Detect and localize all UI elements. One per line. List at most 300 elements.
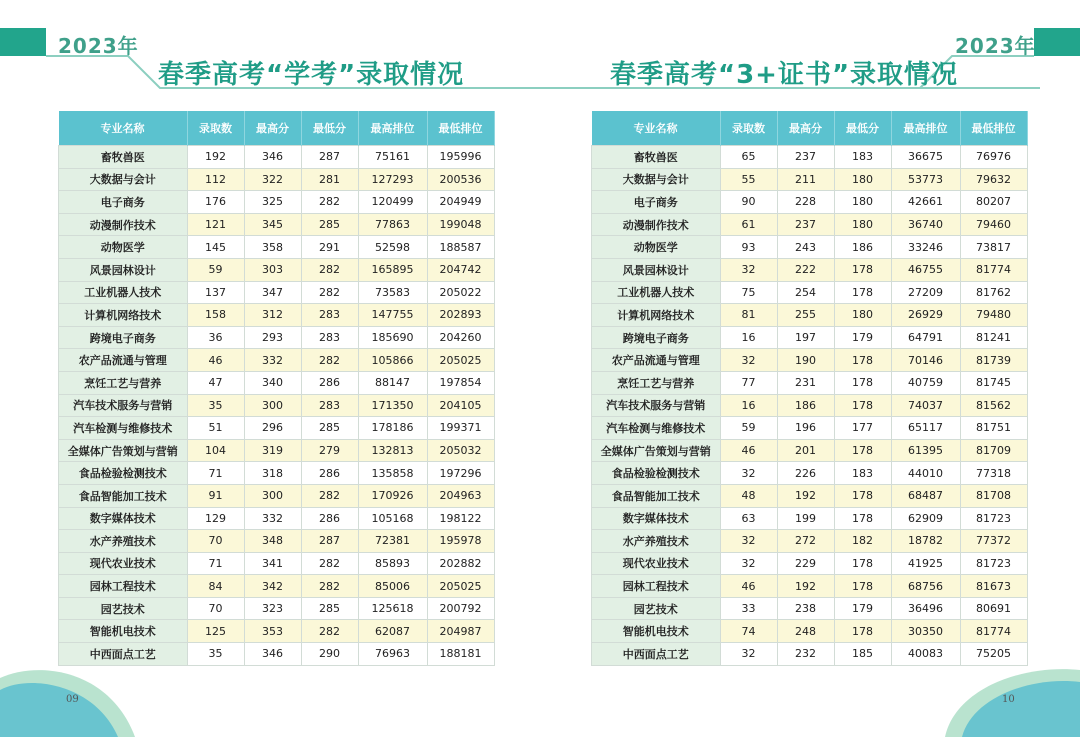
value-cell: 120499 (358, 191, 427, 214)
value-cell: 285 (301, 213, 358, 236)
value-cell: 75 (720, 281, 777, 304)
value-cell: 237 (777, 213, 834, 236)
value-cell: 30350 (891, 620, 960, 643)
value-cell: 81723 (960, 507, 1027, 530)
value-cell: 81774 (960, 258, 1027, 281)
value-cell: 178 (834, 349, 891, 372)
column-header: 最高排位 (891, 111, 960, 146)
value-cell: 84 (187, 575, 244, 598)
major-name-cell: 园艺技术 (592, 597, 721, 620)
value-cell: 195978 (427, 530, 494, 553)
value-cell: 200536 (427, 168, 494, 191)
table-row (59, 349, 495, 372)
value-cell: 180 (834, 304, 891, 327)
left-page-number: 09 (66, 694, 79, 705)
value-cell: 182 (834, 530, 891, 553)
value-cell: 300 (244, 394, 301, 417)
value-cell: 293 (244, 326, 301, 349)
major-name-cell: 动漫制作技术 (59, 213, 188, 236)
major-name-cell: 动物医学 (59, 236, 188, 259)
value-cell: 348 (244, 530, 301, 553)
value-cell: 55 (720, 168, 777, 191)
major-name-cell: 动漫制作技术 (592, 213, 721, 236)
value-cell: 290 (301, 643, 358, 666)
value-cell: 279 (301, 439, 358, 462)
value-cell: 199048 (427, 213, 494, 236)
value-cell: 204949 (427, 191, 494, 214)
value-cell: 238 (777, 597, 834, 620)
value-cell: 65 (720, 146, 777, 169)
value-cell: 26929 (891, 304, 960, 327)
value-cell: 44010 (891, 462, 960, 485)
value-cell: 178 (834, 575, 891, 598)
value-cell: 46 (720, 575, 777, 598)
major-name-cell: 汽车检测与维修技术 (592, 417, 721, 440)
value-cell: 71 (187, 552, 244, 575)
value-cell: 183 (834, 146, 891, 169)
value-cell: 226 (777, 462, 834, 485)
value-cell: 186 (777, 394, 834, 417)
major-name-cell: 动物医学 (592, 236, 721, 259)
major-name-cell: 数字媒体技术 (59, 507, 188, 530)
major-name-cell: 电子商务 (59, 191, 188, 214)
table-row (59, 575, 495, 598)
major-name-cell: 畜牧兽医 (592, 146, 721, 169)
table-row (592, 417, 1028, 440)
xuekao-admission-table (58, 111, 495, 666)
value-cell: 46 (720, 439, 777, 462)
value-cell: 211 (777, 168, 834, 191)
value-cell: 70 (187, 597, 244, 620)
value-cell: 81708 (960, 484, 1027, 507)
value-cell: 283 (301, 394, 358, 417)
value-cell: 16 (720, 394, 777, 417)
value-cell: 93 (720, 236, 777, 259)
value-cell: 32 (720, 530, 777, 553)
value-cell: 16 (720, 326, 777, 349)
major-name-cell: 食品检验检测技术 (59, 462, 188, 485)
value-cell: 204260 (427, 326, 494, 349)
top-right-tab (1034, 28, 1080, 56)
major-name-cell: 智能机电技术 (59, 620, 188, 643)
value-cell: 222 (777, 258, 834, 281)
table-row (59, 439, 495, 462)
table-row (59, 417, 495, 440)
value-cell: 282 (301, 281, 358, 304)
value-cell: 177 (834, 417, 891, 440)
value-cell: 318 (244, 462, 301, 485)
major-name-cell: 智能机电技术 (592, 620, 721, 643)
value-cell: 197296 (427, 462, 494, 485)
value-cell: 81745 (960, 371, 1027, 394)
major-name-cell: 汽车技术服务与营销 (59, 394, 188, 417)
column-header: 录取数 (187, 111, 244, 146)
value-cell: 201 (777, 439, 834, 462)
value-cell: 72381 (358, 530, 427, 553)
value-cell: 199 (777, 507, 834, 530)
value-cell: 53773 (891, 168, 960, 191)
table-row (592, 191, 1028, 214)
major-name-cell: 数字媒体技术 (592, 507, 721, 530)
value-cell: 81739 (960, 349, 1027, 372)
value-cell: 243 (777, 236, 834, 259)
value-cell: 347 (244, 281, 301, 304)
value-cell: 36496 (891, 597, 960, 620)
value-cell: 63 (720, 507, 777, 530)
column-header: 录取数 (720, 111, 777, 146)
value-cell: 180 (834, 191, 891, 214)
value-cell: 283 (301, 326, 358, 349)
value-cell: 178 (834, 439, 891, 462)
value-cell: 178 (834, 258, 891, 281)
major-name-cell: 工业机器人技术 (59, 281, 188, 304)
table-row (592, 552, 1028, 575)
value-cell: 81774 (960, 620, 1027, 643)
value-cell: 80207 (960, 191, 1027, 214)
value-cell: 205032 (427, 439, 494, 462)
value-cell: 179 (834, 326, 891, 349)
value-cell: 33 (720, 597, 777, 620)
value-cell: 197 (777, 326, 834, 349)
major-name-cell: 工业机器人技术 (592, 281, 721, 304)
value-cell: 77863 (358, 213, 427, 236)
value-cell: 46755 (891, 258, 960, 281)
major-name-cell: 农产品流通与管理 (59, 349, 188, 372)
table-row (59, 530, 495, 553)
major-name-cell: 跨境电子商务 (592, 326, 721, 349)
value-cell: 71 (187, 462, 244, 485)
right-year: 2023年 (955, 34, 1036, 58)
table-row (59, 597, 495, 620)
value-cell: 70 (187, 530, 244, 553)
table-row (592, 530, 1028, 553)
table-row (592, 258, 1028, 281)
table-row (592, 304, 1028, 327)
table-row (59, 394, 495, 417)
table-row (59, 643, 495, 666)
value-cell: 204105 (427, 394, 494, 417)
value-cell: 204742 (427, 258, 494, 281)
value-cell: 81562 (960, 394, 1027, 417)
value-cell: 176 (187, 191, 244, 214)
column-header: 最低排位 (960, 111, 1027, 146)
major-name-cell: 计算机网络技术 (592, 304, 721, 327)
value-cell: 32 (720, 462, 777, 485)
value-cell: 185690 (358, 326, 427, 349)
value-cell: 81709 (960, 439, 1027, 462)
value-cell: 76963 (358, 643, 427, 666)
value-cell: 121 (187, 213, 244, 236)
column-header: 最低分 (834, 111, 891, 146)
value-cell: 287 (301, 146, 358, 169)
value-cell: 40759 (891, 371, 960, 394)
value-cell: 178 (834, 484, 891, 507)
major-name-cell: 电子商务 (592, 191, 721, 214)
value-cell: 272 (777, 530, 834, 553)
major-name-cell: 现代农业技术 (59, 552, 188, 575)
major-name-cell: 大数据与会计 (59, 168, 188, 191)
table-row (59, 371, 495, 394)
value-cell: 18782 (891, 530, 960, 553)
value-cell: 178186 (358, 417, 427, 440)
major-name-cell: 中西面点工艺 (592, 643, 721, 666)
value-cell: 282 (301, 191, 358, 214)
value-cell: 125618 (358, 597, 427, 620)
value-cell: 178 (834, 281, 891, 304)
value-cell: 137 (187, 281, 244, 304)
value-cell: 47 (187, 371, 244, 394)
value-cell: 296 (244, 417, 301, 440)
table-row (59, 168, 495, 191)
value-cell: 358 (244, 236, 301, 259)
value-cell: 85006 (358, 575, 427, 598)
value-cell: 79460 (960, 213, 1027, 236)
value-cell: 346 (244, 643, 301, 666)
value-cell: 27209 (891, 281, 960, 304)
table-row (592, 597, 1028, 620)
value-cell: 323 (244, 597, 301, 620)
value-cell: 204987 (427, 620, 494, 643)
value-cell: 88147 (358, 371, 427, 394)
table-row (592, 168, 1028, 191)
value-cell: 170926 (358, 484, 427, 507)
value-cell: 36675 (891, 146, 960, 169)
value-cell: 61 (720, 213, 777, 236)
value-cell: 205025 (427, 349, 494, 372)
value-cell: 178 (834, 394, 891, 417)
value-cell: 79632 (960, 168, 1027, 191)
column-header: 最高排位 (358, 111, 427, 146)
left-page-title: 春季高考“学考”录取情况 (158, 60, 465, 90)
table-row (59, 213, 495, 236)
value-cell: 171350 (358, 394, 427, 417)
value-cell: 73583 (358, 281, 427, 304)
value-cell: 282 (301, 620, 358, 643)
value-cell: 59 (187, 258, 244, 281)
table-header-row (59, 111, 495, 146)
value-cell: 332 (244, 349, 301, 372)
value-cell: 81241 (960, 326, 1027, 349)
top-left-tab (0, 28, 46, 56)
value-cell: 285 (301, 417, 358, 440)
value-cell: 85893 (358, 552, 427, 575)
value-cell: 41925 (891, 552, 960, 575)
table-row (59, 304, 495, 327)
value-cell: 205025 (427, 575, 494, 598)
value-cell: 195996 (427, 146, 494, 169)
table-row (592, 349, 1028, 372)
major-name-cell: 风景园林设计 (59, 258, 188, 281)
value-cell: 190 (777, 349, 834, 372)
value-cell: 64791 (891, 326, 960, 349)
value-cell: 68487 (891, 484, 960, 507)
value-cell: 291 (301, 236, 358, 259)
value-cell: 178 (834, 552, 891, 575)
table-row (59, 484, 495, 507)
value-cell: 282 (301, 349, 358, 372)
value-cell: 79480 (960, 304, 1027, 327)
value-cell: 46 (187, 349, 244, 372)
value-cell: 135858 (358, 462, 427, 485)
value-cell: 147755 (358, 304, 427, 327)
table-row (59, 620, 495, 643)
value-cell: 36 (187, 326, 244, 349)
column-header: 最高分 (777, 111, 834, 146)
value-cell: 105168 (358, 507, 427, 530)
value-cell: 286 (301, 371, 358, 394)
value-cell: 286 (301, 462, 358, 485)
value-cell: 35 (187, 643, 244, 666)
value-cell: 312 (244, 304, 301, 327)
value-cell: 62909 (891, 507, 960, 530)
table-row (592, 643, 1028, 666)
value-cell: 282 (301, 258, 358, 281)
table-row (59, 258, 495, 281)
value-cell: 74037 (891, 394, 960, 417)
value-cell: 158 (187, 304, 244, 327)
value-cell: 204963 (427, 484, 494, 507)
value-cell: 300 (244, 484, 301, 507)
value-cell: 198122 (427, 507, 494, 530)
table-row (592, 575, 1028, 598)
value-cell: 81673 (960, 575, 1027, 598)
value-cell: 325 (244, 191, 301, 214)
column-header: 最高分 (244, 111, 301, 146)
value-cell: 145 (187, 236, 244, 259)
table-row (59, 191, 495, 214)
value-cell: 192 (777, 484, 834, 507)
value-cell: 237 (777, 146, 834, 169)
value-cell: 32 (720, 643, 777, 666)
table-row (59, 146, 495, 169)
value-cell: 132813 (358, 439, 427, 462)
table-row (592, 394, 1028, 417)
table-row (59, 462, 495, 485)
table-row (59, 281, 495, 304)
value-cell: 255 (777, 304, 834, 327)
value-cell: 186 (834, 236, 891, 259)
column-header: 专业名称 (59, 111, 188, 146)
value-cell: 75161 (358, 146, 427, 169)
value-cell: 180 (834, 168, 891, 191)
value-cell: 185 (834, 643, 891, 666)
table-row (592, 371, 1028, 394)
value-cell: 346 (244, 146, 301, 169)
value-cell: 188587 (427, 236, 494, 259)
major-name-cell: 园林工程技术 (592, 575, 721, 598)
value-cell: 178 (834, 371, 891, 394)
value-cell: 76976 (960, 146, 1027, 169)
value-cell: 112 (187, 168, 244, 191)
value-cell: 104 (187, 439, 244, 462)
value-cell: 73817 (960, 236, 1027, 259)
column-header: 专业名称 (592, 111, 721, 146)
major-name-cell: 现代农业技术 (592, 552, 721, 575)
value-cell: 68756 (891, 575, 960, 598)
major-name-cell: 全媒体广告策划与营销 (592, 439, 721, 462)
certificate-admission-table (591, 111, 1028, 666)
value-cell: 81 (720, 304, 777, 327)
table-header-row (592, 111, 1028, 146)
value-cell: 345 (244, 213, 301, 236)
value-cell: 282 (301, 575, 358, 598)
column-header: 最低排位 (427, 111, 494, 146)
value-cell: 32 (720, 552, 777, 575)
value-cell: 81723 (960, 552, 1027, 575)
table-row (592, 213, 1028, 236)
value-cell: 232 (777, 643, 834, 666)
value-cell: 281 (301, 168, 358, 191)
value-cell: 91 (187, 484, 244, 507)
major-name-cell: 跨境电子商务 (59, 326, 188, 349)
table-row (592, 462, 1028, 485)
value-cell: 77372 (960, 530, 1027, 553)
value-cell: 33246 (891, 236, 960, 259)
major-name-cell: 计算机网络技术 (59, 304, 188, 327)
major-name-cell: 食品检验检测技术 (592, 462, 721, 485)
value-cell: 319 (244, 439, 301, 462)
value-cell: 353 (244, 620, 301, 643)
major-name-cell: 中西面点工艺 (59, 643, 188, 666)
value-cell: 40083 (891, 643, 960, 666)
value-cell: 65117 (891, 417, 960, 440)
table-row (59, 552, 495, 575)
value-cell: 36740 (891, 213, 960, 236)
column-header: 最低分 (301, 111, 358, 146)
value-cell: 303 (244, 258, 301, 281)
major-name-cell: 水产养殖技术 (592, 530, 721, 553)
value-cell: 196 (777, 417, 834, 440)
major-name-cell: 食品智能加工技术 (592, 484, 721, 507)
major-name-cell: 水产养殖技术 (59, 530, 188, 553)
value-cell: 90 (720, 191, 777, 214)
value-cell: 286 (301, 507, 358, 530)
value-cell: 332 (244, 507, 301, 530)
major-name-cell: 全媒体广告策划与营销 (59, 439, 188, 462)
value-cell: 254 (777, 281, 834, 304)
major-name-cell: 食品智能加工技术 (59, 484, 188, 507)
table-row (592, 326, 1028, 349)
value-cell: 248 (777, 620, 834, 643)
table-row (592, 236, 1028, 259)
value-cell: 342 (244, 575, 301, 598)
left-year: 2023年 (58, 34, 139, 58)
value-cell: 165895 (358, 258, 427, 281)
value-cell: 80691 (960, 597, 1027, 620)
value-cell: 341 (244, 552, 301, 575)
table-row (59, 507, 495, 530)
value-cell: 285 (301, 597, 358, 620)
table-row (592, 281, 1028, 304)
major-name-cell: 大数据与会计 (592, 168, 721, 191)
major-name-cell: 园林工程技术 (59, 575, 188, 598)
value-cell: 202893 (427, 304, 494, 327)
value-cell: 48 (720, 484, 777, 507)
value-cell: 127293 (358, 168, 427, 191)
table-row (592, 620, 1028, 643)
table-row (592, 146, 1028, 169)
value-cell: 199371 (427, 417, 494, 440)
major-name-cell: 烹饪工艺与营养 (59, 371, 188, 394)
value-cell: 283 (301, 304, 358, 327)
value-cell: 77 (720, 371, 777, 394)
value-cell: 282 (301, 552, 358, 575)
major-name-cell: 风景园林设计 (592, 258, 721, 281)
value-cell: 202882 (427, 552, 494, 575)
value-cell: 322 (244, 168, 301, 191)
major-name-cell: 园艺技术 (59, 597, 188, 620)
value-cell: 183 (834, 462, 891, 485)
